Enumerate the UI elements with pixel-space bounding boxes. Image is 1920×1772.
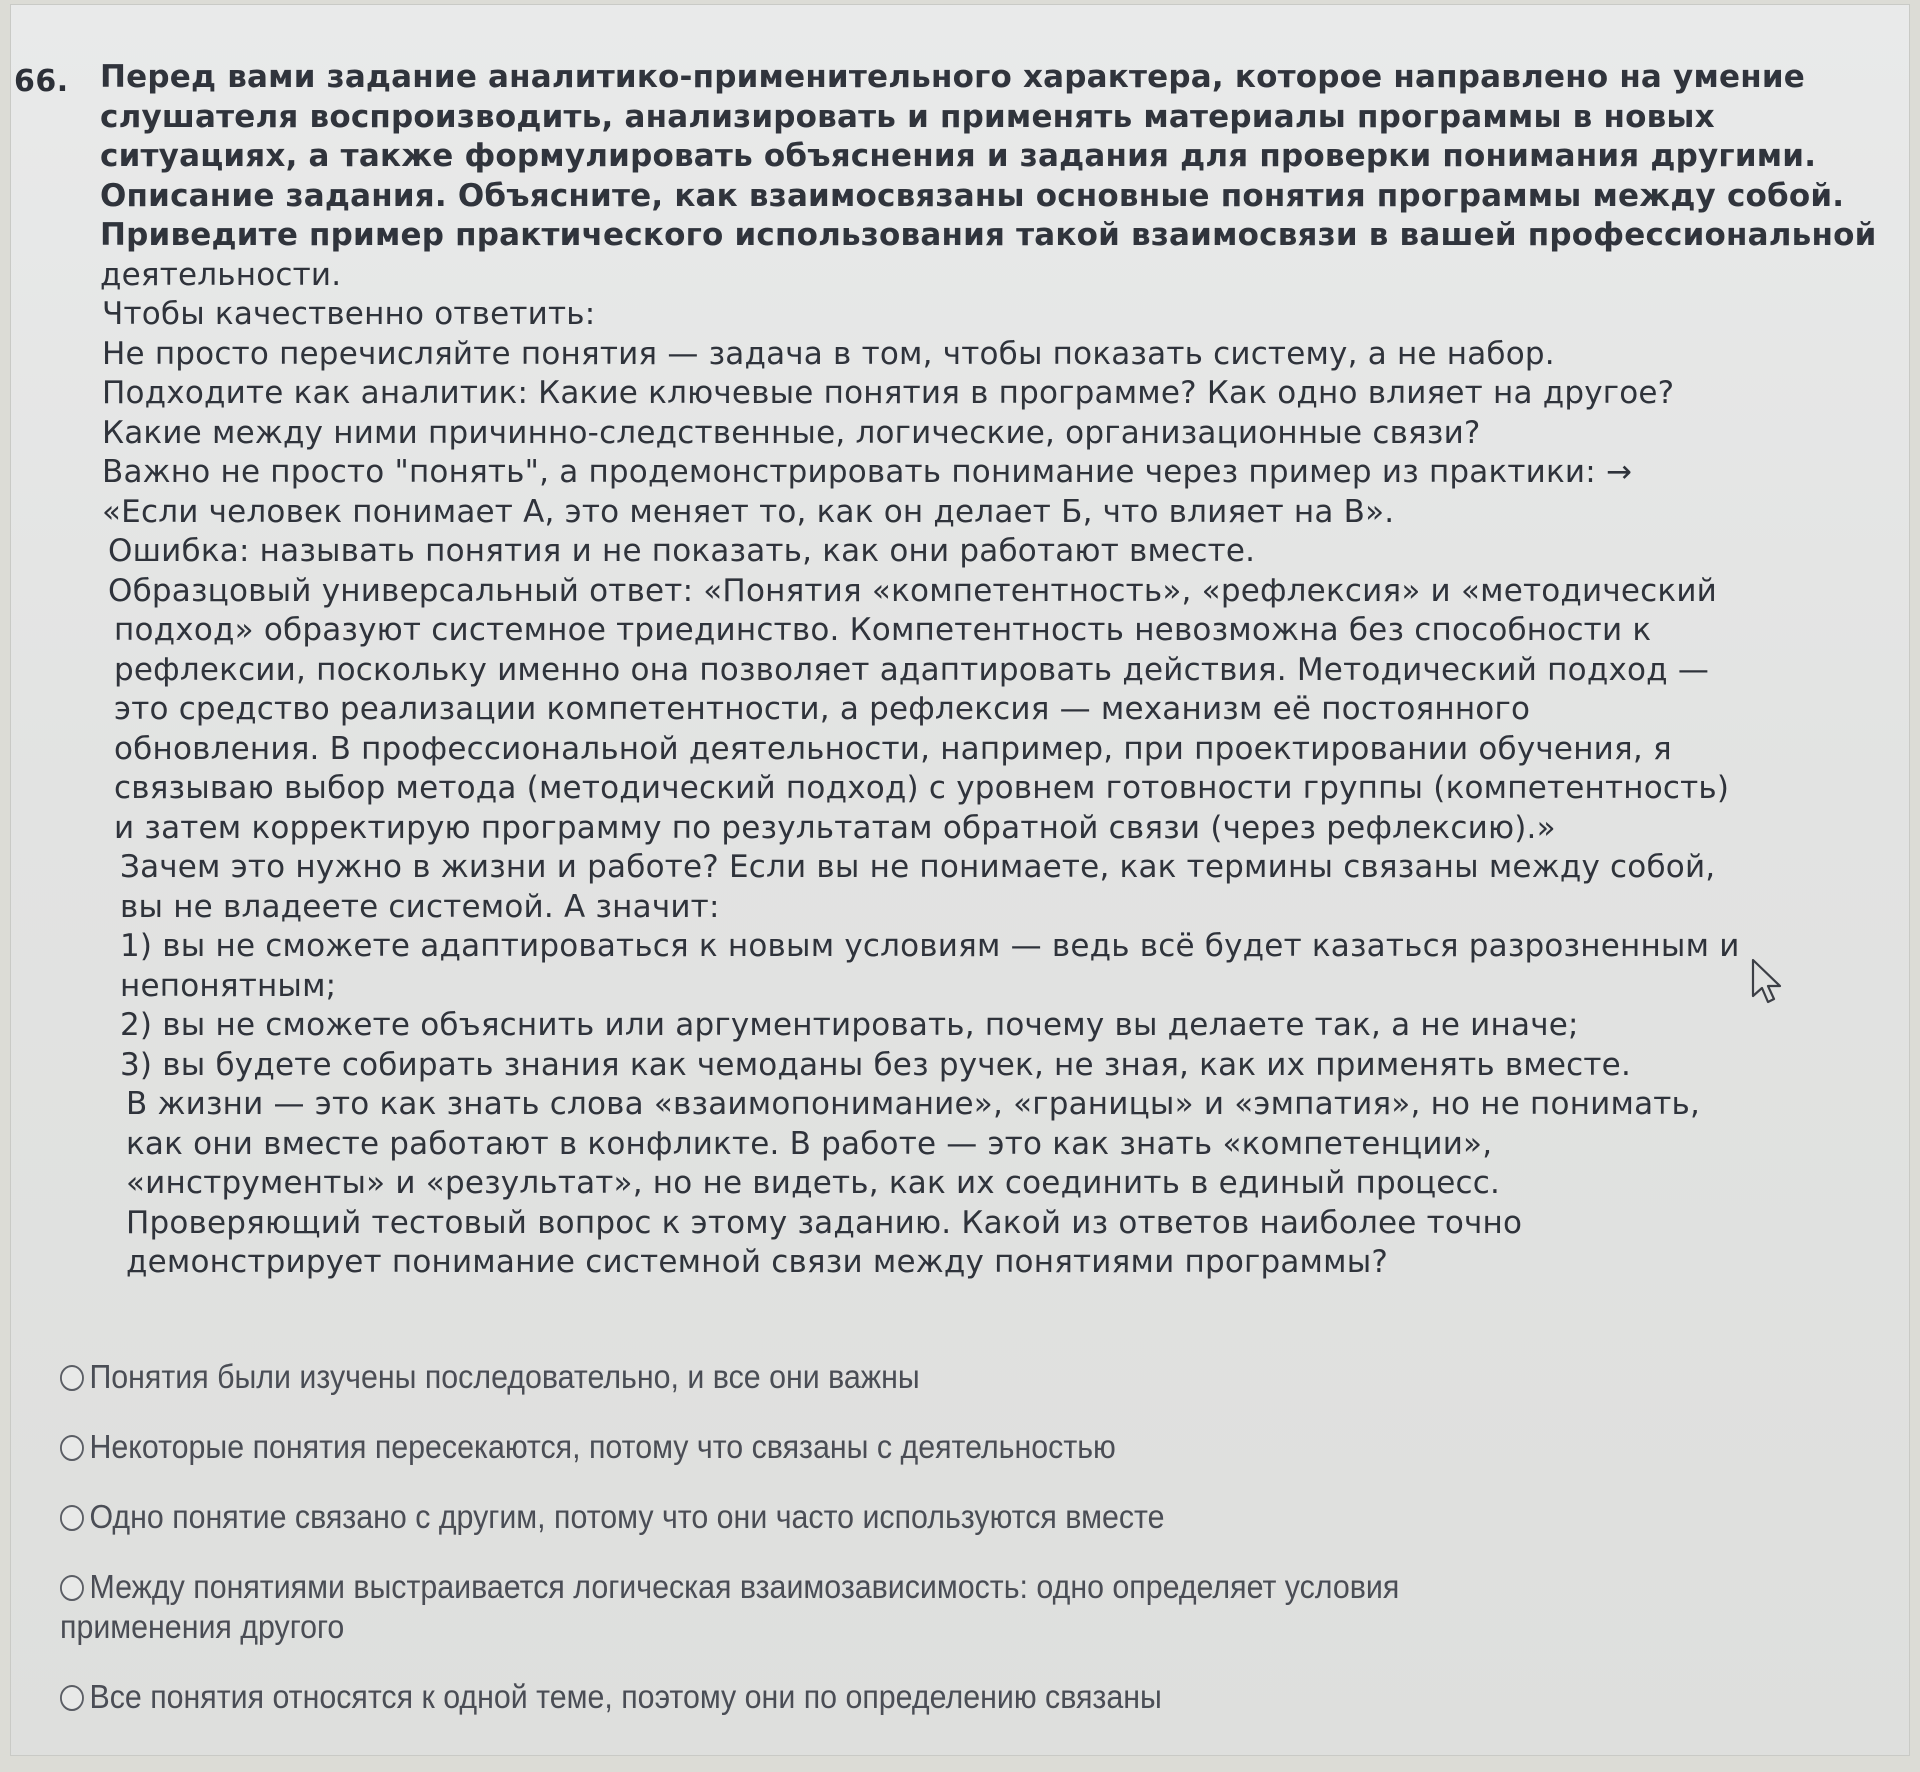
question-line: 2) вы не сможете объяснить или аргументировать, почему вы делаете так, а не иначе; [120,1007,1579,1043]
answer-option-2[interactable] [60,1427,1716,1467]
answer-option-label: Некоторые понятия пересекаются, потому что связаны с деятельностью [89,1428,1116,1465]
answer-option-3[interactable] [60,1497,1716,1537]
answer-option-1[interactable] [60,1357,1716,1397]
question-line: непонятным; [120,967,337,1004]
question-line: Ошибка: называть понятия и не показать, как они работают вместе. [108,533,1256,569]
answer-option-label-continuation: применения другого [60,1608,345,1645]
question-line: связываю выбор метода (методический подход) с уровнем готовности группы (компетентность) [114,770,1730,806]
mouse-pointer-icon [1750,958,1790,1006]
question-line: Образцовый универсальный ответ: «Понятия «компетентность», «рефлексия» и «методический [108,572,1718,609]
question-line: «Если человек понимает А, это меняет то, как он делает Б, что влияет на В». [102,493,1395,530]
radio-unselected-icon[interactable] [60,1365,84,1391]
answer-option-label: Между понятиями выстраивается логическая взаимозависимость: одно определяет условия [89,1568,1400,1605]
answer-option-label: Все понятия относятся к одной теме, поэтому они по определению связаны [89,1678,1162,1715]
question-line: демонстрирует понимание системной связи между понятиями программы? [126,1244,1389,1280]
radio-unselected-icon[interactable] [60,1435,84,1461]
question-line: В жизни — это как знать слова «взаимопонимание», «границы» и «эмпатия», но не понимать, [126,1086,1701,1122]
question-line: подход» образуют системное триединство. Компетентность невозможна без способности к [114,612,1652,648]
question-line: Описание задания. Объясните, как взаимосвязаны основные понятия программы между собой. [100,177,1845,214]
question-text [100,58,1920,1283]
radio-unselected-icon[interactable] [60,1685,84,1711]
question-line: вы не владеете системой. А значит: [120,888,720,925]
question-line: Подходите как аналитик: Какие ключевые понятия в программе? Как одно влияет на другое? [102,375,1675,411]
question-line: Чтобы качественно ответить: [102,296,596,332]
question-line: как они вместе работают в конфликте. В работе — это как знать «компетенции», [126,1125,1493,1162]
answer-option-label: Одно понятие связано с другим, потому что они часто используются вместе [89,1498,1165,1535]
question-line: Зачем это нужно в жизни и работе? Если вы не понимаете, как термины связаны между собой, [120,849,1716,885]
question-line: слушателя воспроизводить, анализировать и применять материалы программы в новых [100,98,1715,135]
question-line: обновления. В профессиональной деятельности, например, при проектировании обучения, я [114,730,1672,767]
answer-option-4[interactable] [60,1567,1716,1647]
question-line: Проверяющий тестовый вопрос к этому заданию. Какой из ответов наиболее точно [126,1204,1523,1241]
radio-unselected-icon[interactable] [60,1575,84,1601]
answer-option-label: Понятия были изучены последовательно, и все они важны [89,1358,920,1395]
question-line: ситуациях, а также формулировать объяснения и задания для проверки понимания другими. [100,138,1817,174]
question-line: «инструменты» и «результат», но не видеть, как их соединить в единый процесс. [126,1165,1501,1201]
question-line: 1) вы не сможете адаптироваться к новым условиям — ведь всё будет казаться разрозненным и [120,928,1740,964]
answer-option-5[interactable] [60,1677,1716,1717]
question-line: и затем корректирую программу по результатам обратной связи (через рефлексию).» [114,809,1556,846]
question-line: 3) вы будете собирать знания как чемоданы без ручек, не зная, как их применять вместе. [120,1046,1632,1083]
question-line: деятельности. [100,256,342,293]
question-line: Не просто перечисляйте понятия — задача в том, чтобы показать систему, а не набор. [102,335,1555,372]
question-line: Перед вами задание аналитико-применительного характера, которое направлено на умение [100,59,1805,95]
question-line: рефлексии, поскольку именно она позволяет адаптировать действия. Методический подход — [114,651,1710,688]
question-line: Какие между ними причинно-следственные, логические, организационные связи? [102,414,1481,451]
question-line: это средство реализации компетентности, а рефлексия — механизм её постоянного [114,691,1531,727]
question-line: Приведите пример практического использования такой взаимосвязи в вашей профессиональной [100,217,1877,253]
question-line: Важно не просто "понять", а продемонстрировать понимание через пример из практики: → [102,454,1633,490]
question-number: 66. [14,64,69,99]
answer-options [60,1357,1860,1747]
radio-unselected-icon[interactable] [60,1505,84,1531]
